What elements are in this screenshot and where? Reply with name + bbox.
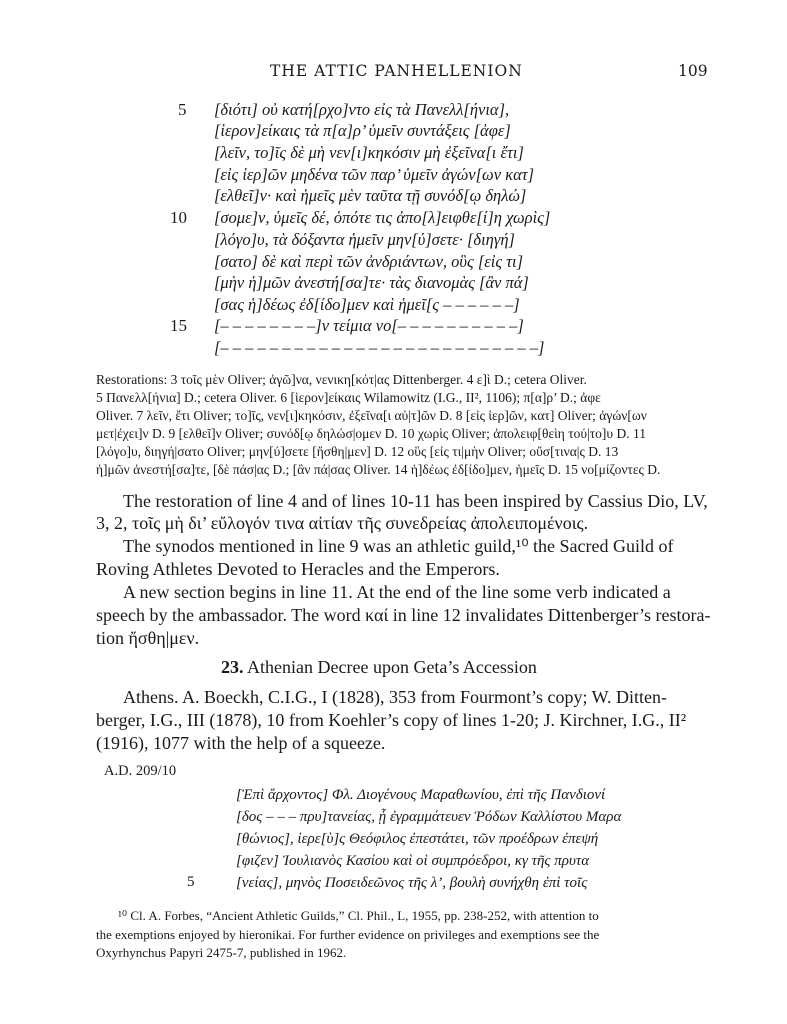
inscription-line: [σας ἡ]δέως ἐδ[ίδο]μεν καὶ ἡμεῖ[ς – – – – – –] (214, 295, 520, 314)
restoration-line: [λόγο]υ, διηγή|σατο Oliver; μην[ύ]σετε [ἤσθη|μεν] D. 12 οὓς [εἰς τι|μὴν Oliver; οὔσ[τινα|ς D. 13 (96, 444, 619, 459)
paragraph-line: speech by the ambassador. The word καί in line 12 invalidates Dittenberger’s restora- (96, 605, 711, 625)
inscription-line: [λόγο]υ, τὰ δόξαντα ἡμεῖν μην[ύ]σετε· [διηγή] (214, 230, 515, 249)
restoration-line: Oliver. 7 λεῖν, ἔτι Oliver; το]ῖς, νεν[ι]κηκόσιν, ἐξεῖνα[ι αὐ|τ]ῶν D. 8 [εἰς ἱερ]ῶν, κατ] Oliver; ἀγών[ων (96, 408, 647, 423)
inscription-line: [διότι] οὐ κατή[ρχο]ντο εἰς τὰ Πανελλ[ήνια], (214, 100, 510, 119)
inscription-line: [– – – – – – – – – – – – – – – – – – – – – – – – – –] (214, 338, 545, 357)
paragraph-line: The synodos mentioned in line 9 was an athletic guild,¹⁰ the Sacred Guild of (123, 536, 674, 556)
date: A.D. 209/10 (104, 763, 177, 779)
inscription-line: [Ἐπὶ ἄρχοντος] Φλ. Διογένους Μαραθωνίου, ἐπὶ τῆς Πανδιονί (236, 787, 606, 803)
bibliography-line: Athens. A. Boeckh, C.I.G., I (1828), 353 from Fourmont’s copy; W. Ditten- (123, 687, 667, 707)
line-number: 5 (187, 874, 195, 890)
paragraph-line: 3, 2, τοῖς μὴ δι’ εὔλογόν τινα αἰτίαν τῆς συνεδρείας ἀπολειπομένοις. (96, 513, 589, 533)
running-header: THE ATTIC PANHELLENION (270, 62, 523, 80)
line-number: 5 (178, 100, 187, 119)
footnote-line: ¹⁰ Cl. A. Forbes, “Ancient Athletic Guilds,” Cl. Phil., L, 1955, pp. 238-252, with attention to (118, 908, 599, 923)
inscription-line: [φιζεν] Ἰουλιανὸς Κασίου καὶ οἱ συμπρόεδροι, κγ τῆς πρυτα (236, 853, 590, 869)
inscription-line: [λεῖν, το]ῖς δὲ μὴ νεν[ι]κηκόσιν μὴ ἐξεῖνα[ι ἔτι] (214, 143, 524, 162)
inscription-line: [ελθεῖ]ν· καὶ ἡμεῖς μὲν ταῦτα τῇ συνόδ[ῳ δηλώ] (214, 186, 527, 205)
inscription-line: [σατο] δὲ καὶ περὶ τῶν ἀνδριάντων, οὓς [εἰς τι] (214, 252, 524, 271)
bibliography-line: berger, I.G., III (1878), 10 from Koehler’s copy of lines 1-20; J. Kirchner, I.G., II² (96, 710, 687, 730)
section-number: 23. (221, 657, 244, 677)
inscription-line: [ἱερον]είκαις τὰ π[α]ρ’ ὑμεῖν συντάξεις [ἀφε] (214, 121, 511, 140)
restoration-line: 5 Πανελλ[ήνια] D.; cetera Oliver. 6 [ἱερον]είκαις Wilamowitz (I.G., II², 1106); π[α]ρ’ D.; ἀφε (96, 390, 601, 405)
restoration-line: μετ|έχει]ν D. 9 [ελθεῖ]ν Oliver; συνόδ[ῳ δηλώσ|ομεν D. 10 χωρὶς Oliver; ἀπολειφ[θεὶη τού|το]υ D. 11 (96, 426, 646, 441)
inscription-line: [– – – – – – – –]ν τείμια νο[– – – – – – – – – –] (214, 316, 524, 335)
section-title: Athenian Decree upon Geta’s Accession (247, 657, 537, 677)
footnote-line: the exemptions enjoyed by hieronikai. For further evidence on privileges and exemptions see the (96, 927, 600, 942)
inscription-line: [θώνιος], ἱερε[ὺ]ς Θεόφιλος ἐπεστάτει, τῶν προέδρων ἐπεψή (236, 831, 599, 847)
paragraph-line: Roving Athletes Devoted to Heracles and the Emperors. (96, 559, 500, 579)
inscription-line: [εἰς ἱερ]ῶν μηδένα τῶν παρ’ ὑμεῖν ἀγών[ων κατ] (214, 165, 535, 184)
restoration-line: Restorations: 3 τοῖς μὲν Oliver; ἀγῶ]να, νενικη[κότ|ας Dittenberger. 4 ε]ὶ D.; cetera Oliver. (96, 372, 587, 387)
bibliography-line: (1916), 1077 with the help of a squeeze. (96, 733, 386, 753)
paragraph-line: The restoration of line 4 and of lines 10-11 has been inspired by Cassius Dio, LV, (123, 491, 708, 511)
section-heading (221, 657, 537, 678)
inscription-line: [δος – – – πρυ]τανείας, ᾗ ἐγραμμάτευεν Ῥόδων Καλλίστου Μαρα (236, 809, 622, 825)
inscription-line: [μὴν ἡ]μῶν ἀνεστή[σα]τε· τὰς διανομὰς [ἂν πά] (214, 273, 529, 292)
line-number: 10 (170, 208, 187, 227)
page-number: 109 (678, 62, 708, 80)
line-number: 15 (170, 316, 187, 335)
paragraph-line: tion ἤσθη|μεν. (96, 628, 200, 648)
restoration-line: ἡ]μῶν ἀνεστή[σα]τε, [δὲ πάσ|ας D.; [ἂν πά|σας Oliver. 14 ἡ]δέως ἐδ[ίδο]μεν, ἡμεῖς D. 15 νο[μίζοντες D. (96, 462, 661, 477)
inscription-line: [νείας], μηνὸς Ποσειδεῶνος τῆς λ’, βουλὴ συνήχθη ἐπὶ τοῖς (236, 875, 588, 891)
footnote-line: Oxyrhynchus Papyri 2475-7, published in 1962. (96, 945, 347, 960)
paragraph-line: A new section begins in line 11. At the end of the line some verb indicated a (123, 582, 671, 602)
inscription-line: [σομε]ν, ὑμεῖς δέ, ὁπότε τις ἀπο[λ]ειφθε[ί]η χωρὶς] (214, 208, 551, 227)
